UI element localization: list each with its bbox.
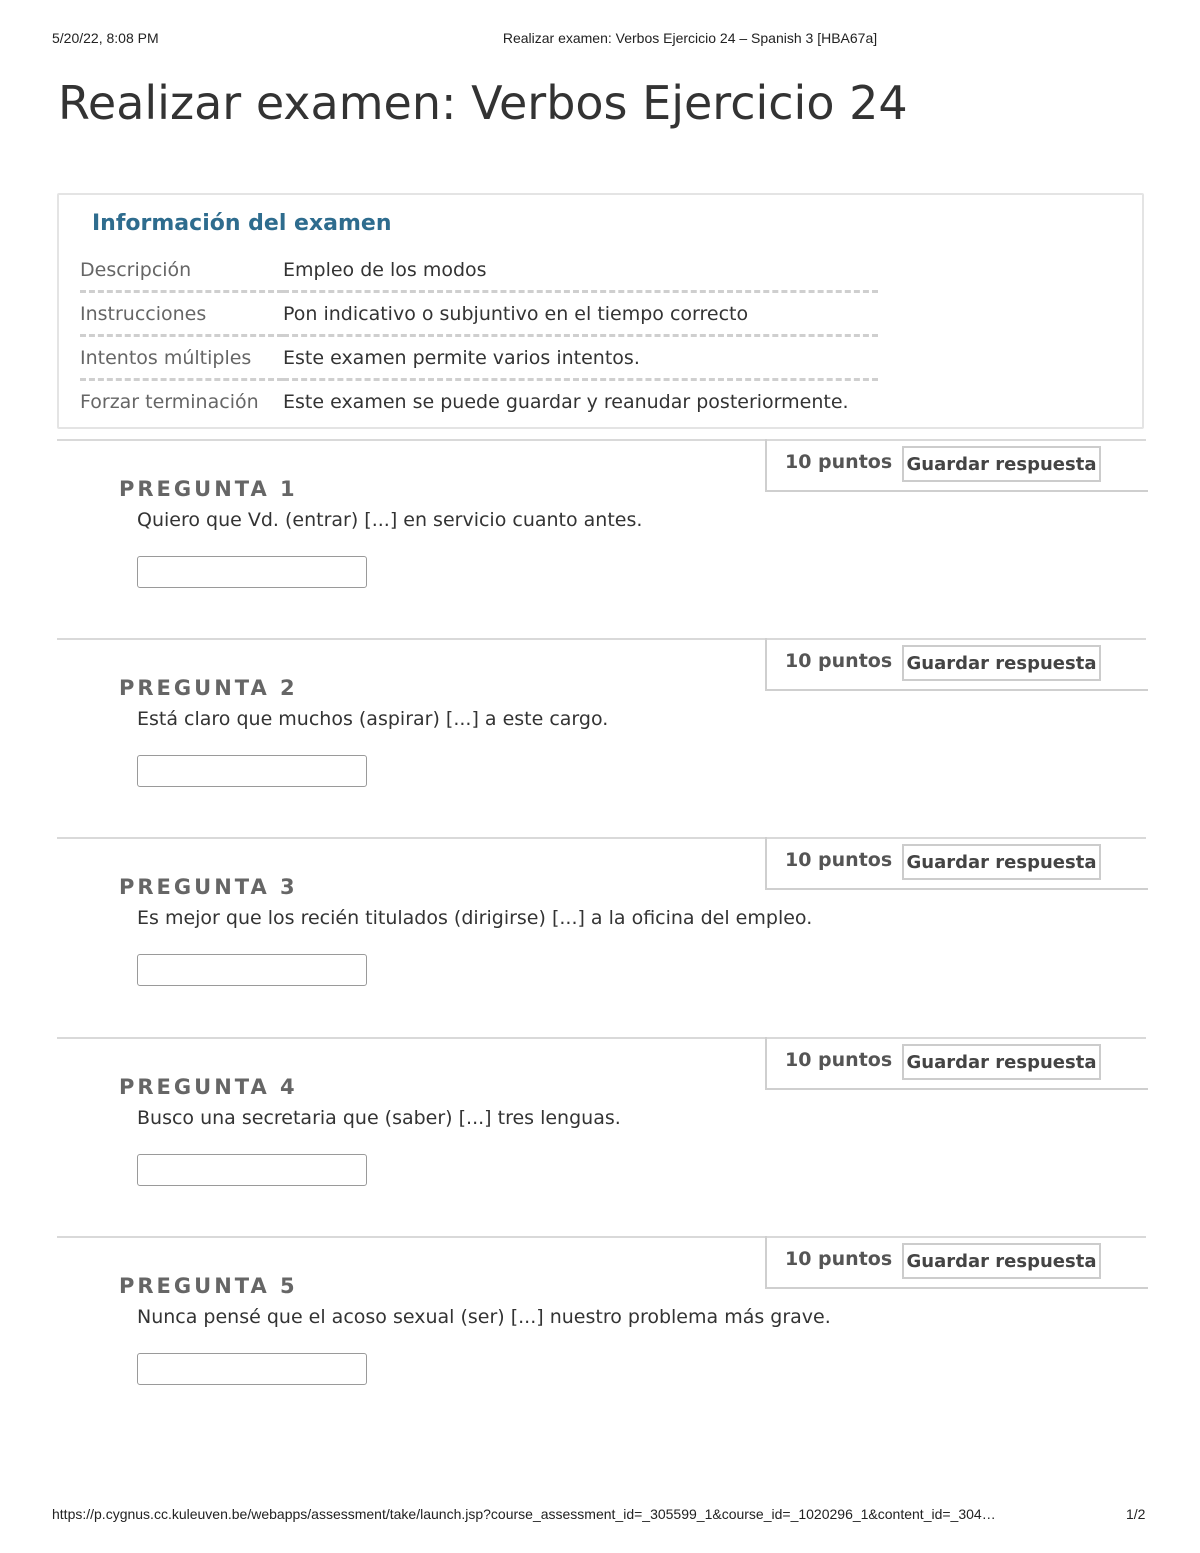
question-1 — [57, 439, 1146, 639]
question-points: 10 puntos — [785, 849, 893, 871]
question-3 — [57, 837, 1146, 1037]
exam-info-value: Este examen permite varios intentos. — [283, 336, 878, 380]
question-label: PREGUNTA 5 — [119, 1274, 298, 1298]
exam-info-label: Descripción — [80, 249, 283, 292]
exam-info-label: Instrucciones — [80, 292, 283, 336]
exam-info-row-force-completion — [80, 380, 878, 423]
print-footer — [0, 1506, 1200, 1524]
exam-info-label: Intentos múltiples — [80, 336, 283, 380]
page-title: Realizar examen: Verbos Ejercicio 24 — [58, 76, 908, 130]
question-header-box — [765, 439, 1148, 492]
answer-input[interactable] — [137, 1353, 367, 1385]
question-text: Nunca pensé que el acoso sexual (ser) [...] nuestro problema más grave. — [137, 1306, 831, 1328]
question-header-box — [765, 638, 1148, 691]
save-answer-button[interactable]: Guardar respuesta — [902, 446, 1101, 482]
print-url: https://p.cygnus.cc.kuleuven.be/webapps/assessment/take/launch.jsp?course_assessment_id=_305599_1&course_id=_1020296_1&content_id=_304… — [52, 1506, 996, 1522]
question-points: 10 puntos — [785, 1049, 893, 1071]
print-date: 5/20/22, 8:08 PM — [52, 30, 159, 46]
answer-input[interactable] — [137, 556, 367, 588]
print-header — [0, 30, 1200, 50]
answer-input[interactable] — [137, 755, 367, 787]
question-text: Está claro que muchos (aspirar) [...] a este cargo. — [137, 708, 609, 730]
question-5 — [57, 1236, 1146, 1436]
question-4 — [57, 1037, 1146, 1237]
exam-info-row-multiple-attempts — [80, 336, 878, 380]
print-document-title: Realizar examen: Verbos Ejercicio 24 – Spanish 3 [HBA67a] — [502, 30, 878, 46]
save-answer-button[interactable]: Guardar respuesta — [902, 645, 1101, 681]
question-header-box — [765, 837, 1148, 890]
answer-input[interactable] — [137, 1154, 367, 1186]
question-points: 10 puntos — [785, 1248, 893, 1270]
question-2 — [57, 638, 1146, 838]
question-points: 10 puntos — [785, 650, 893, 672]
exam-info-table — [80, 249, 878, 422]
save-answer-button[interactable]: Guardar respuesta — [902, 1044, 1101, 1080]
exam-info-value: Este examen se puede guardar y reanudar posteriormente. — [283, 390, 849, 413]
exam-info-label: Forzar terminación — [80, 390, 259, 413]
question-header-box — [765, 1236, 1148, 1289]
question-label: PREGUNTA 4 — [119, 1075, 298, 1099]
exam-info-heading: Información del examen — [92, 211, 392, 236]
question-label: PREGUNTA 1 — [119, 477, 298, 501]
answer-input[interactable] — [137, 954, 367, 986]
exam-info-panel — [57, 193, 1144, 429]
exam-info-value: Empleo de los modos — [283, 249, 878, 292]
save-answer-button[interactable]: Guardar respuesta — [902, 1243, 1101, 1279]
question-text: Busco una secretaria que (saber) [...] tres lenguas. — [137, 1107, 621, 1129]
question-text: Quiero que Vd. (entrar) [...] en servicio cuanto antes. — [137, 509, 643, 531]
exam-info-row-description — [80, 249, 878, 292]
exam-info-value: Pon indicativo o subjuntivo en el tiempo correcto — [283, 292, 878, 336]
save-answer-button[interactable]: Guardar respuesta — [902, 844, 1101, 880]
question-label: PREGUNTA 2 — [119, 676, 298, 700]
print-page-number: 1/2 — [1126, 1506, 1146, 1522]
exam-info-row-instructions — [80, 292, 878, 336]
question-text: Es mejor que los recién titulados (dirigirse) [...] a la oficina del empleo. — [137, 907, 813, 929]
question-points: 10 puntos — [785, 451, 893, 473]
question-header-box — [765, 1037, 1148, 1090]
question-label: PREGUNTA 3 — [119, 875, 298, 899]
